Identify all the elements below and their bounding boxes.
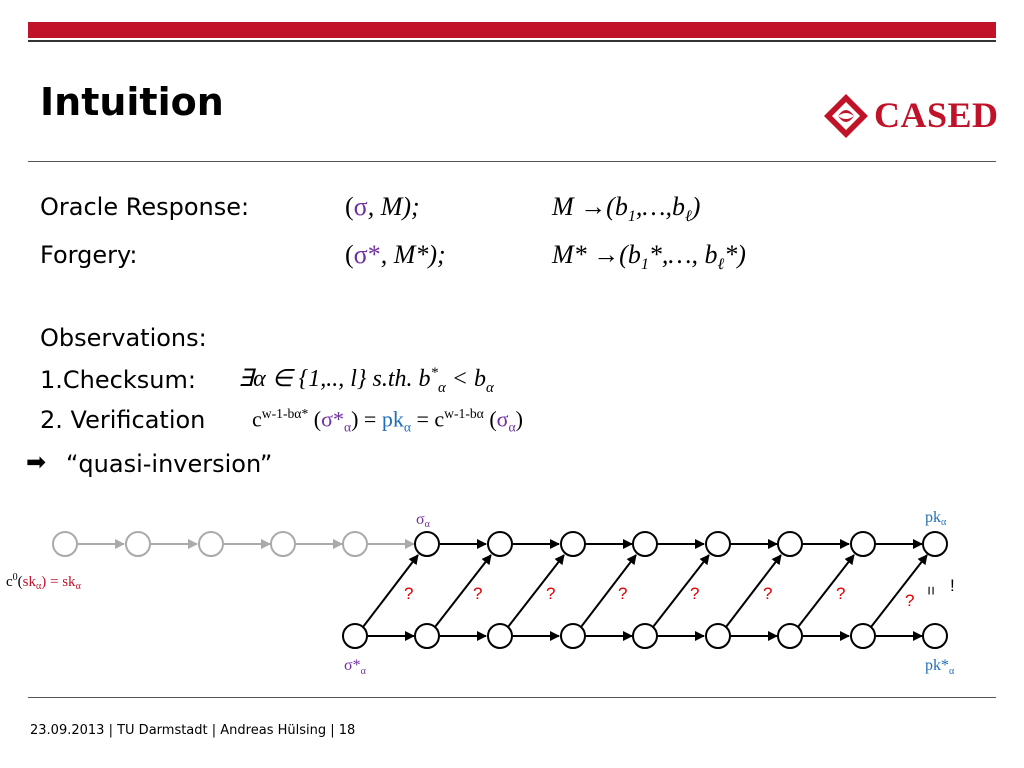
svg-text:?: ?	[836, 584, 846, 603]
arrow-icon: ➡	[26, 448, 47, 476]
checksum-label: 1.Checksum:	[40, 366, 196, 394]
verification-formula: $c^{w-1-b\alpha*}$ $(\sigma*_\alpha) = pk_\alpha = c^{w-1-b\alpha}$ $(\sigma_\alpha)$	[252, 406, 523, 435]
equals-mark: =	[922, 586, 939, 596]
observations-heading: Observations:	[40, 324, 207, 352]
footer-sep: |	[326, 723, 339, 738]
forgery-label: Forgery:	[40, 241, 138, 269]
question-marks	[404, 584, 914, 610]
gray-chain	[53, 532, 414, 556]
logo-wordmark: CASED	[874, 95, 999, 135]
header-red-bar	[28, 22, 996, 38]
slide-title: Intuition	[40, 80, 224, 124]
oracle-mapping: $M \to(b_1,\dots,b_\ell)$	[552, 192, 701, 226]
forgery-mapping: $M* \to(b_1*,\dots$, $b_\ell*$)	[552, 240, 746, 274]
hash-chain-diagram	[0, 500, 1024, 700]
sigma-star-alpha-label: $\sigma*_\alpha$	[344, 657, 366, 677]
footer-sep: |	[104, 723, 118, 738]
cased-logo	[822, 92, 998, 140]
pk-alpha-label: pkα	[925, 509, 947, 528]
svg-text:?: ?	[690, 584, 700, 603]
svg-text:?: ?	[473, 584, 483, 603]
svg-text:?: ?	[905, 591, 915, 610]
checksum-formula: ∃α ∈ {1,.., l} s.th. $b^*_\alpha < b_\alpha$	[238, 365, 494, 396]
svg-text:?: ?	[763, 584, 773, 603]
svg-text:?: ?	[618, 584, 628, 603]
oracle-label: Oracle Response:	[40, 193, 250, 221]
footer-divider	[28, 697, 996, 698]
bottom-nodes	[343, 624, 947, 648]
footer-org: TU Darmstadt	[117, 723, 208, 738]
footer-page: 18	[338, 723, 356, 738]
oracle-pair: (σ, M);	[345, 192, 420, 221]
svg-text:?: ?	[404, 584, 414, 603]
header-rule	[28, 40, 996, 42]
sigma-alpha-label: σα	[416, 511, 430, 530]
exclaim-mark: !	[950, 576, 955, 595]
forgery-pair: (σ*, M*);	[345, 240, 446, 269]
footer-date: 23.09.2013	[30, 723, 105, 738]
footer-author: Andreas Hülsing	[220, 723, 327, 738]
svg-text:?: ?	[546, 584, 556, 603]
cased-logo-icon	[822, 92, 870, 140]
footer-sep: |	[207, 723, 221, 738]
title-divider	[28, 161, 996, 162]
conclusion-text: “quasi-inversion”	[66, 450, 273, 478]
pk-star-alpha-label: $pk*_\alpha$	[925, 657, 955, 677]
verification-label: 2. Verification	[40, 406, 206, 434]
c0-sk-label: $c^0(sk_\alpha) = sk_\alpha$	[6, 572, 81, 592]
slide-footer	[30, 723, 355, 738]
